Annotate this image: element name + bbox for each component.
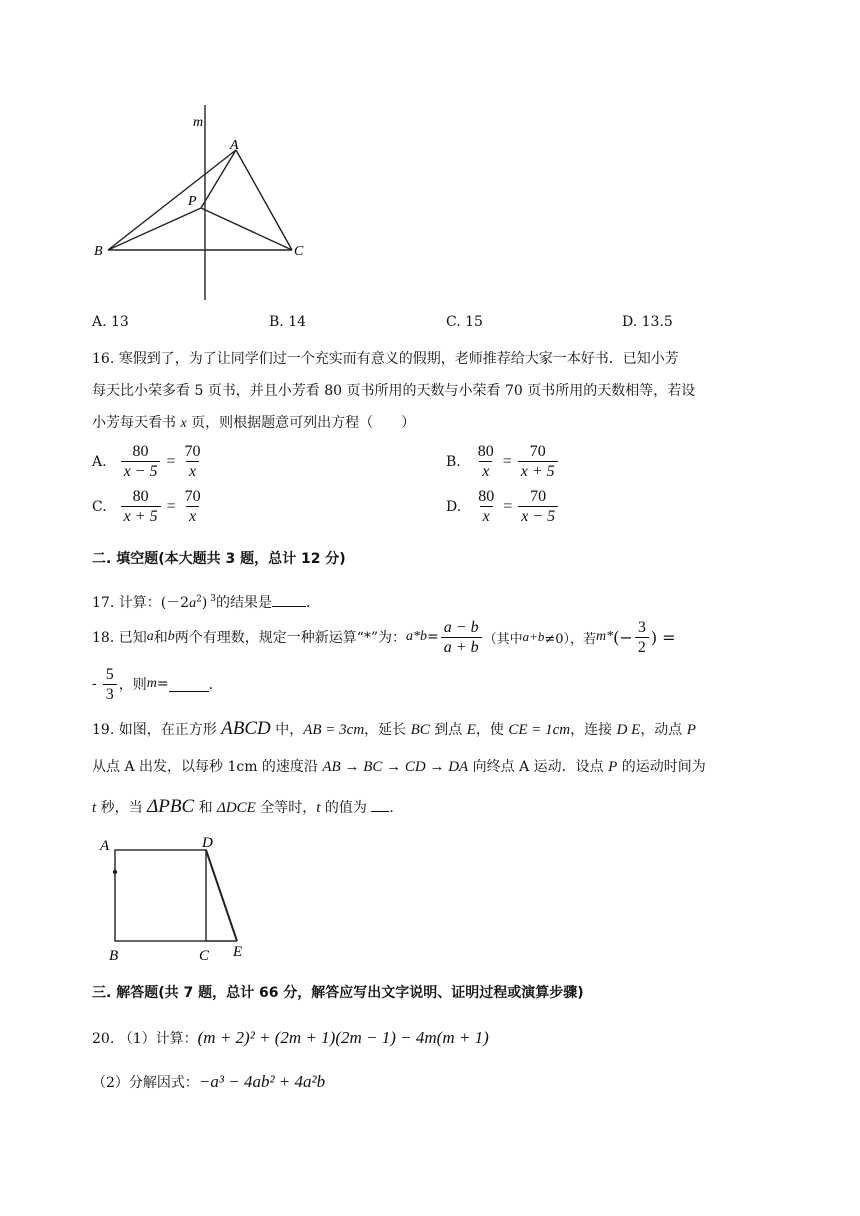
numerator: 5 [105,665,114,683]
q16-variable-x: x [180,416,187,431]
q19-text-l2a: 从点 A 出发，以每秒 1cm 的速度沿 [92,759,323,775]
question-18-line-2: - $\frac{5}{3}$ ，则 m = ． [92,665,223,703]
denominator: x [479,461,492,481]
q16-line-3-a: 小芳每天看书 [92,415,181,431]
q19-text-a: 19. 如图，在正方形 [92,722,222,738]
numerator: 3 [637,618,646,636]
q19-triangle-dce: ΔDCE [217,800,256,816]
label-c: C [199,948,210,964]
fraction-left [475,487,497,526]
segment-pc [201,208,292,250]
denominator: x [480,506,493,526]
q16-option-d[interactable]: D. $\frac{80}{x}$ = $\frac{70}{x - 5}$ [446,487,560,526]
q19-text-l3a: 秒，当 [96,800,148,816]
denominator: x [186,461,199,481]
option-letter: A. [92,453,107,470]
label-c: C [294,244,304,259]
option-letter: C. [92,498,107,515]
option-letter: B. [446,453,461,470]
q15-option-d[interactable]: D. 13.5 [622,314,673,330]
fraction-left [121,442,161,481]
numerator: 80 [478,488,495,505]
q18-m-operation: m* [596,629,614,644]
q18-condition-end: ≠0），若 [544,631,597,647]
q19-t: t [92,800,97,816]
label-p: P [188,194,197,209]
q19-text-g: ，动点 [640,722,687,738]
q18-condition: （其中 [483,631,523,647]
q18-equals-2: = [156,676,169,692]
fraction-right [182,487,204,526]
q18-variable-b: b [167,629,175,644]
q16-line-1: 16. 寒假到了，为了让同学们过一个充实而有意义的假期，老师推荐给大家一本好书．已知小芳 [92,351,679,367]
q16-line-3 [92,412,415,432]
square-abcd [115,850,206,941]
section-2-heading: 二. 填空题(本大题共 3 题，总计 12 分) [92,551,346,567]
triangle-figure [88,100,318,305]
q17-exponent-3: 3 [210,594,217,605]
numerator: 70 [184,488,201,505]
q18-variable-m: m [146,676,157,691]
denominator: x + 5 [518,461,558,481]
q19-t-2: t [316,800,321,816]
numerator: 80 [132,488,149,505]
q19-e: E [466,722,476,738]
q15-option-b[interactable]: B. 14 [269,314,307,330]
q19-text-l3d: 的值为 [320,800,372,816]
segment-ab [108,150,236,250]
q18-minus: - [92,676,97,692]
denominator: x − 5 [121,461,161,481]
q18-equals: = [427,629,439,645]
fraction-right [182,442,204,481]
q17-variable-a: a [189,596,197,611]
q18-and: 和 [153,630,168,646]
q19-answer-blank[interactable] [371,811,389,812]
denominator: x − 5 [518,506,558,526]
label-b: B [94,244,103,259]
label-d: D [202,835,213,851]
q18-then: ，则 [118,677,147,693]
q17-close-paren: ) [201,595,208,611]
q16-line-2: 每天比小荣多看 5 页书，并且小芳看 80 页书所用的天数与小荣看 70 页书所用的天数相等，若设 [92,383,696,399]
q19-de: D E [616,722,641,738]
q18-answer-blank[interactable] [169,677,209,692]
q18-right-paren: ) = [650,627,676,647]
q16-line-3-b: 页，则根据题意可列出方程（ ） [186,415,416,431]
question-18-line-1 [92,614,676,660]
numerator: a − b [443,618,479,636]
q18-operation: a*b [406,629,428,644]
q15-option-c[interactable]: C. 15 [446,314,483,330]
label-e: E [233,944,243,960]
q19-ab-eq: AB = 3cm [303,722,365,738]
q19-text-l3c: 全等时， [255,800,317,816]
denominator: x [186,506,199,526]
q18-pre: 18. 已知 [92,630,147,646]
numerator: 70 [184,443,201,460]
fraction-left [121,487,161,526]
q19-text-e: ，使 [475,722,509,738]
denominator: a + b [441,637,482,657]
q19-path: AB → BC → CD → DA [322,759,469,775]
option-letter: D. [446,498,462,515]
q20-part-1-label: 20. （1）计算： [92,1031,198,1047]
denominator: 3 [103,684,117,704]
q19-text-b: 中， [270,722,304,738]
q20-part-1-expression: (m + 2)² + (2m + 1)(2m − 1) − 4m(m + 1) [197,1028,489,1047]
label-a: A [100,838,110,854]
q18-variable-a: a [146,629,154,644]
q19-text-l2b: 向终点 A 运动．设点 [468,759,609,775]
label-m: m [193,115,204,130]
fraction-right [518,487,558,526]
fraction-left [475,442,497,481]
q18-fraction-3-2 [635,618,649,657]
q19-line-2 [92,756,706,776]
q19-text-f: ，连接 [570,722,617,738]
q20-part-2-expression: −a³ − 4ab² + 4a²b [198,1072,326,1091]
q17-answer-blank[interactable] [272,606,306,607]
q20-part-2-label: （2）分解因式： [92,1075,199,1091]
q19-text-d: 到点 [429,722,467,738]
label-b: B [109,948,119,964]
segment-de [206,850,237,941]
q16-option-a[interactable]: A. $\frac{80}{x - 5}$ = $\frac{70}{x}$ [92,442,206,481]
denominator: x + 5 [121,506,161,526]
q17-prefix: 17. 计算：(－2 [92,595,190,611]
denominator: 2 [635,637,649,657]
q19-bc: BC [410,722,430,738]
numerator: 80 [477,443,494,460]
numerator: 70 [529,443,546,460]
q18-fraction [441,618,482,657]
q16-option-b[interactable]: B. $\frac{80}{x}$ = $\frac{70}{x + 5}$ [446,442,560,481]
q16-option-c[interactable]: C. $\frac{80}{x + 5}$ = $\frac{70}{x}$ [92,487,206,526]
q18-condition-expr: a+b [522,629,545,644]
square-figure [92,832,262,966]
q19-triangle-pbc: ΔPBC [147,796,195,817]
q19-text-l3b: 和 [194,800,218,816]
label-a: A [230,138,239,153]
question-20-part-1 [92,1028,489,1048]
q18-left-paren: (− [613,627,633,647]
q15-option-a[interactable]: A. 13 [92,314,129,330]
q19-period: . [389,800,394,816]
segment-ap [201,150,236,208]
q19-ce-eq: CE = 1cm [508,722,571,738]
q19-text-c: ，延长 [364,722,411,738]
fraction-right [518,442,558,481]
q17-exponent-2: 2 [196,594,202,605]
q19-p: P [686,722,696,738]
segment-ac [236,150,292,250]
numerator: 80 [132,443,149,460]
q19-text-l2c: 的运动时间为 [617,759,706,775]
section-3-heading: 三. 解答题(共 7 题，总计 66 分，解答应写出文字说明、证明过程或演算步骤) [92,985,584,1001]
point-p-dot [113,870,117,874]
question-20-part-2 [92,1072,325,1092]
q18-fraction-5-3 [103,665,117,704]
q18-rule: 两个有理数，规定一种新运算“*”为： [174,630,407,646]
q19-p-2: P [608,759,618,775]
q19-line-1 [92,718,696,740]
numerator: 70 [530,488,547,505]
q19-square-abcd: ABCD [221,718,271,739]
q19-line-3 [92,796,394,818]
q17-suffix: 的结果是 [216,595,273,611]
question-17: 17. 计算：$(-2a^2)$ $^3$的结果是 ． [92,594,321,611]
